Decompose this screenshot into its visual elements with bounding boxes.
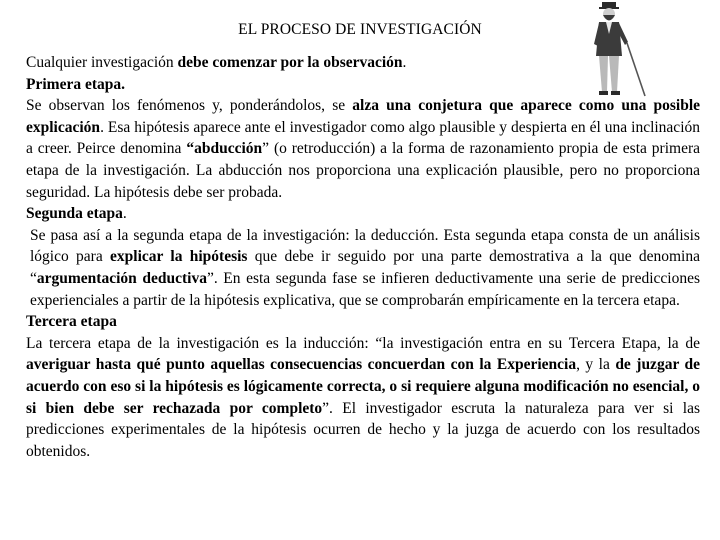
text-span: . Esa hipótesis aparece ante el investigador como algo plausible y despierta en él una inclinación a creer. Peirce denomina xyxy=(26,118,700,158)
body-text xyxy=(26,52,700,462)
bold-span: argumentación deductiva xyxy=(36,269,207,287)
section-heading: Segunda etapa xyxy=(26,205,123,223)
heading-primera-etapa xyxy=(26,74,700,96)
text-span: ” (o retroducción) a la forma de razonamiento propia de esta primera etapa de la investigación. La abducción nos proporciona una explicación plausible, pero no proporciona seguridad. La hipótesis debe ser probada. xyxy=(26,140,700,201)
heading-segunda-etapa xyxy=(26,203,700,225)
bold-span: alza una conjetura que aparece como una posible explicación xyxy=(26,97,700,136)
text-span: . xyxy=(122,205,127,223)
text-span: Se pasa así a la segunda etapa de la investigación: la deducción. Esta segunda etapa consta de un análisis lógico para xyxy=(30,226,700,266)
paragraph-intro xyxy=(26,52,700,74)
text-span: que debe ir seguido por una parte demostrativa a la que denomina “ xyxy=(30,248,700,287)
text-span: , y la xyxy=(576,356,616,374)
heading-tercera-etapa xyxy=(26,311,700,333)
bold-span: debe comenzar por la observación xyxy=(177,54,403,71)
page-title: EL PROCESO DE INVESTIGACIÓN xyxy=(238,21,482,38)
bold-span: de juzgar de acuerdo con eso si la hipótesis es lógicamente correcta, o si requiere alguna modificación no esencial, o si bien debe ser rechazada por completo xyxy=(26,356,701,417)
text-span: . xyxy=(402,54,407,71)
text-span: La tercera etapa de la investigación es la inducción: “la investigación entra en su Tercera Etapa, la de xyxy=(26,334,700,352)
text-span: ”. En esta segunda fase se infieren deductivamente una serie de predicciones experienciales a partir de la hipótesis explicativa, que se comprobarán empíricamente en la tercera etapa. xyxy=(30,269,701,309)
paragraph-tercera-etapa xyxy=(26,333,700,463)
section-heading: Primera etapa. xyxy=(26,75,125,93)
text-span: Se observan los fenómenos y, ponderándolos, se xyxy=(26,97,353,115)
bold-span: explicar la hipótesis xyxy=(110,248,248,266)
paragraph-segunda-etapa xyxy=(26,225,700,311)
bold-span: “abducción xyxy=(186,140,263,158)
paragraph-primera-etapa xyxy=(26,95,700,203)
text-span: ”. El investigador escruta la naturaleza para ver si las predicciones experimentales de la hipótesis ocurren de hecho y la juzga de acuerdo con los resultados obtenidos. xyxy=(26,399,700,460)
text-span: Cualquier investigación xyxy=(26,54,178,71)
bold-span: averiguar hasta qué punto aquellas consecuencias concuerdan con la Experiencia xyxy=(26,356,577,374)
section-heading: Tercera etapa xyxy=(26,313,117,331)
